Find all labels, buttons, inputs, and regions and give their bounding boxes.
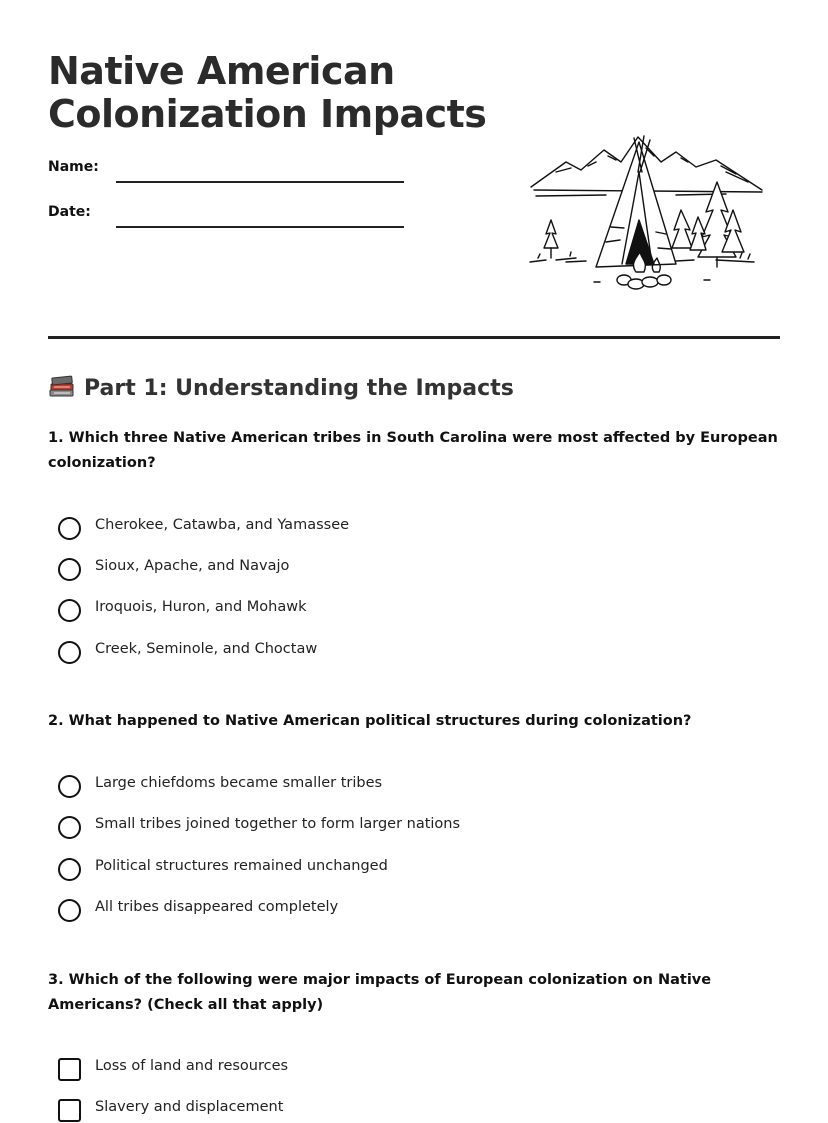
q3-option-2[interactable]: [58, 1097, 758, 1123]
radio-button[interactable]: [58, 858, 81, 881]
q2-option-2[interactable]: [58, 814, 758, 840]
checkbox[interactable]: [58, 1099, 81, 1122]
q2-option-1[interactable]: [58, 773, 758, 799]
q2-option-4[interactable]: [58, 897, 758, 923]
radio-button[interactable]: [58, 517, 81, 540]
q1-option-3[interactable]: [58, 597, 758, 623]
radio-button[interactable]: [58, 599, 81, 622]
radio-button[interactable]: [58, 816, 81, 839]
question-3-text: 3. Which of the following were major impacts of European colonization on Native Americans? (Check all that apply): [48, 972, 712, 1013]
checkbox[interactable]: [58, 1058, 81, 1081]
option-label: Iroquois, Huron, and Mohawk: [95, 599, 307, 615]
q1-option-1[interactable]: [58, 515, 758, 541]
name-line[interactable]: [116, 181, 404, 183]
question-1-text: 1. Which three Native American tribes in South Carolina were most affected by European colonization?: [48, 430, 778, 471]
radio-button[interactable]: [58, 558, 81, 581]
worksheet-title: [48, 50, 518, 136]
option-label: Creek, Seminole, and Choctaw: [95, 641, 318, 657]
date-line[interactable]: [116, 226, 404, 228]
worksheet-page: [48, 0, 780, 1118]
option-label: Small tribes joined together to form larger nations: [95, 816, 461, 832]
teepee-mountains-icon: [526, 132, 768, 297]
question-2-text: 2. What happened to Native American political structures during colonization?: [48, 713, 692, 729]
option-label: Slavery and displacement: [95, 1099, 284, 1115]
name-field[interactable]: [48, 159, 408, 189]
option-label: Loss of land and resources: [95, 1058, 289, 1074]
option-label: Political structures remained unchanged: [95, 858, 388, 874]
q3-option-1[interactable]: [58, 1056, 758, 1082]
date-field[interactable]: [48, 204, 408, 234]
q2-option-3[interactable]: [58, 856, 758, 882]
part-1-heading: [48, 373, 514, 401]
option-label: Sioux, Apache, and Navajo: [95, 558, 290, 574]
section-divider: [48, 336, 780, 339]
books-icon: [48, 373, 76, 399]
radio-button[interactable]: [58, 899, 81, 922]
option-label: Cherokee, Catawba, and Yamassee: [95, 517, 350, 533]
name-label: Name:: [48, 159, 99, 175]
radio-button[interactable]: [58, 775, 81, 798]
title-line-2: Colonization Impacts: [48, 92, 487, 136]
radio-button[interactable]: [58, 641, 81, 664]
title-line-1: Native American: [48, 49, 395, 93]
option-label: All tribes disappeared completely: [95, 899, 339, 915]
q1-option-4[interactable]: [58, 639, 758, 665]
date-label: Date:: [48, 204, 91, 220]
q1-option-2[interactable]: [58, 556, 758, 582]
part-1-heading-text: Part 1: Understanding the Impacts: [84, 376, 514, 401]
option-label: Large chiefdoms became smaller tribes: [95, 775, 383, 791]
